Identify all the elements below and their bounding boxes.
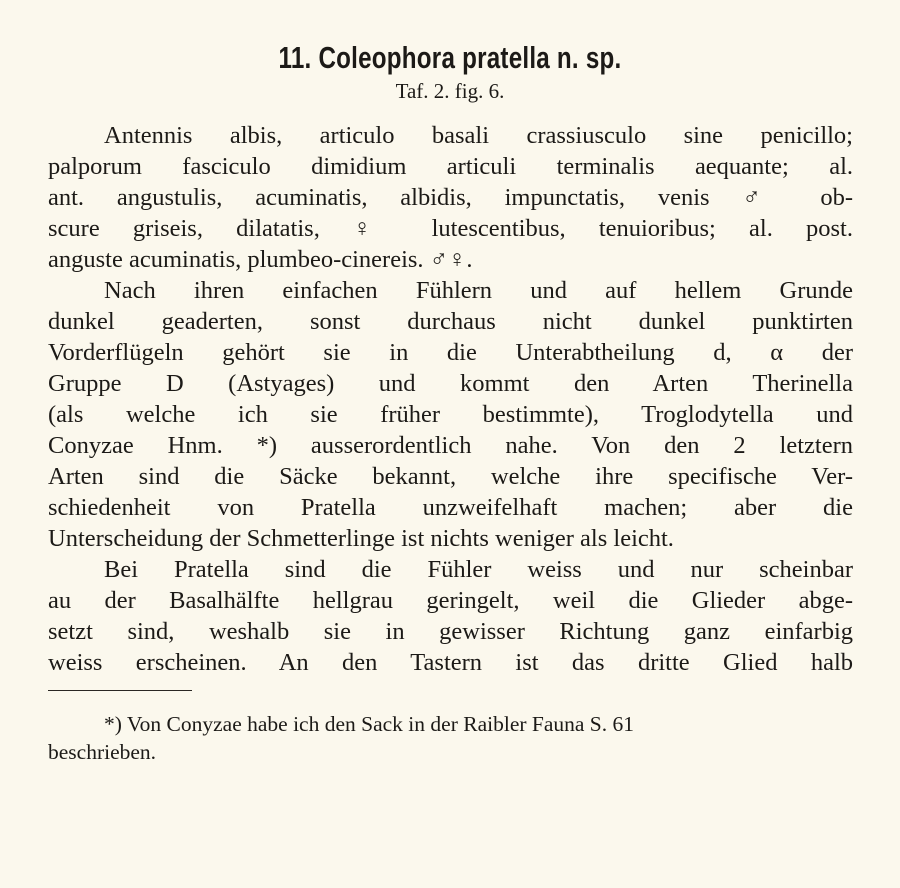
body-line: Arten sind die Säcke bekannt, welche ihre specifische Ver- [48, 463, 853, 490]
body-line: Antennis albis, articulo basali crassiusculo sine penicillo; [104, 122, 853, 149]
body-line: Bei Pratella sind die Fühler weiss und nur scheinbar [104, 556, 853, 583]
body-line: Unterscheidung der Schmetterlinge ist nichts weniger als leicht. [48, 525, 674, 552]
body-line: schiedenheit von Pratella unzweifelhaft machen; aber die [48, 494, 853, 521]
body-line: scure griseis, dilatatis, ♀ lutescentibus, tenuioribus; al. post. [48, 215, 853, 242]
body-line: Gruppe D (Astyages) und kommt den Arten Therinella [48, 370, 853, 397]
body-line: au der Basalhälfte hellgrau geringelt, weil die Glieder abge- [48, 587, 853, 614]
body-line: (als welche ich sie früher bestimmte), Troglodytella und [48, 401, 853, 428]
plate-reference: Taf. 2. fig. 6. [395, 79, 505, 103]
body-line: Vorderflügeln gehört sie in die Unterabtheilung d, α der [48, 339, 853, 366]
body-line: anguste acuminatis, plumbeo-cinereis. ♂♀. [48, 246, 473, 273]
body-line: weiss erscheinen. An den Tastern ist das dritte Glied halb [48, 649, 853, 676]
body-line: palporum fasciculo dimidium articuli terminalis aequante; al. [48, 153, 853, 180]
footnote-line: *) Von Conyzae habe ich den Sack in der Raibler Fauna S. 61 [104, 712, 635, 736]
body-line: setzt sind, weshalb sie in gewisser Richtung ganz einfarbig [48, 618, 853, 645]
footnote-divider [48, 690, 192, 691]
body-line: ant. angustulis, acuminatis, albidis, impunctatis, venis ♂ ob- [48, 184, 853, 211]
body-line: dunkel geaderten, sonst durchaus nicht dunkel punktirten [48, 308, 853, 335]
footnote-line: beschrieben. [48, 740, 157, 764]
species-heading: 11. Coleophora pratella n. sp. [278, 40, 622, 75]
body-line: Nach ihren einfachen Fühlern und auf hellem Grunde [104, 277, 853, 304]
body-line: Conyzae Hnm. *) ausserordentlich nahe. Von den 2 letztern [48, 432, 853, 459]
